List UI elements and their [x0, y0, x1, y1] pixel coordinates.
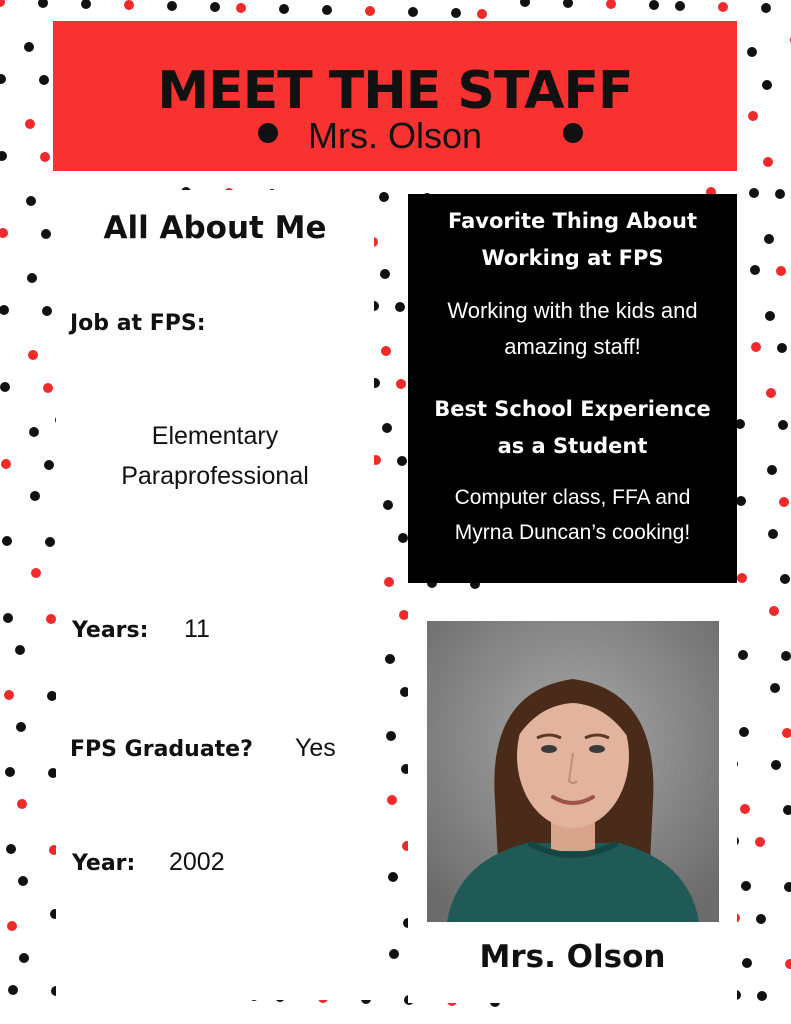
- polka-dot: [386, 731, 396, 741]
- polka-dot: [776, 266, 786, 276]
- polka-dot: [777, 343, 787, 353]
- polka-dot: [29, 427, 39, 437]
- polka-dot: [606, 0, 616, 9]
- polka-dot: [770, 683, 780, 693]
- polka-dot: [16, 722, 26, 732]
- polka-dot: [775, 189, 785, 199]
- polka-dot: [763, 157, 773, 167]
- polka-dot: [782, 728, 791, 738]
- polka-dot: [0, 74, 6, 84]
- polka-dot: [210, 2, 220, 12]
- polka-dot: [7, 921, 17, 931]
- polka-dot: [750, 265, 760, 275]
- polka-dot: [167, 1, 177, 11]
- polka-dot: [8, 985, 18, 995]
- polka-dot: [236, 3, 246, 13]
- polka-dot: [520, 0, 530, 7]
- polka-dot: [396, 379, 406, 389]
- experience-text: [408, 480, 737, 550]
- page-title: MEET THE STAFF: [157, 61, 633, 121]
- polka-dot: [3, 613, 13, 623]
- polka-dot: [762, 80, 772, 90]
- experience-heading-line: Best School Experience: [434, 397, 711, 421]
- polka-dot: [389, 949, 399, 959]
- polka-dot: [764, 234, 774, 244]
- polka-dot: [765, 311, 775, 321]
- polka-dot: [780, 574, 790, 584]
- polka-dot: [779, 497, 789, 507]
- polka-dot: [675, 1, 685, 11]
- polka-dot: [0, 151, 7, 161]
- polka-dot: [385, 654, 395, 664]
- polka-dot: [27, 273, 37, 283]
- polka-dot: [757, 991, 767, 1001]
- experience-text-line: Computer class, FFA and: [454, 486, 691, 509]
- polka-dot: [739, 727, 749, 737]
- polka-dot: [742, 958, 752, 968]
- polka-dot: [718, 2, 728, 12]
- polka-dot: [748, 111, 758, 121]
- polka-dot: [741, 881, 751, 891]
- favorite-heading-line: Favorite Thing About: [447, 209, 698, 233]
- polka-dot: [379, 192, 389, 202]
- favorite-heading: [408, 203, 737, 277]
- polka-dot: [738, 650, 748, 660]
- polka-dot: [28, 350, 38, 360]
- polka-dot: [649, 0, 659, 10]
- polka-dot: [46, 614, 56, 624]
- polka-dot: [6, 844, 16, 854]
- polka-dot: [755, 837, 765, 847]
- polka-dot: [783, 805, 791, 815]
- polka-dot: [767, 465, 777, 475]
- favorite-text-line: Working with the kids and: [447, 298, 698, 323]
- polka-dot: [5, 767, 15, 777]
- polka-dot: [322, 5, 332, 15]
- polka-dot: [749, 188, 759, 198]
- favorites-box: [408, 194, 737, 583]
- polka-dot: [44, 460, 54, 470]
- polka-dot: [30, 491, 40, 501]
- polka-dot: [451, 8, 461, 18]
- years-value: 11: [184, 615, 210, 643]
- polka-dot: [383, 500, 393, 510]
- polka-dot: [769, 606, 779, 616]
- polka-dot: [740, 804, 750, 814]
- polka-dot: [365, 6, 375, 16]
- job-value-line: Elementary: [151, 422, 279, 450]
- polka-dot: [477, 9, 487, 19]
- polka-dot: [388, 872, 398, 882]
- photo-panel: [408, 603, 737, 1003]
- bullet-icon: [563, 123, 583, 143]
- polka-dot: [778, 420, 788, 430]
- polka-dot: [45, 537, 55, 547]
- polka-dot: [747, 47, 757, 57]
- years-label: Years:: [72, 618, 149, 643]
- polka-dot: [387, 795, 397, 805]
- polka-dot: [381, 346, 391, 356]
- polka-dot: [771, 760, 781, 770]
- polka-dot: [19, 953, 29, 963]
- polka-dot: [4, 690, 14, 700]
- polka-dot: [15, 645, 25, 655]
- polka-dot: [31, 568, 41, 578]
- graduate-label: FPS Graduate?: [70, 737, 253, 762]
- polka-dot: [40, 152, 50, 162]
- polka-dot: [384, 577, 394, 587]
- about-heading: All About Me: [103, 210, 327, 246]
- polka-dot: [124, 0, 134, 10]
- polka-dot: [81, 0, 91, 9]
- header-banner: [53, 21, 737, 171]
- polka-dot: [17, 799, 27, 809]
- year-label: Year:: [72, 851, 136, 876]
- polka-dot: [1, 459, 11, 469]
- about-panel: [56, 190, 374, 1000]
- polka-dot: [563, 0, 573, 8]
- polka-dot: [0, 382, 10, 392]
- polka-dot: [397, 456, 407, 466]
- polka-dot: [781, 651, 791, 661]
- portrait-illustration: [427, 621, 719, 922]
- polka-dot: [18, 876, 28, 886]
- polka-dot: [761, 3, 771, 13]
- experience-heading-line: as a Student: [497, 434, 648, 458]
- polka-dot: [0, 305, 9, 315]
- polka-dot: [43, 383, 53, 393]
- polka-dot: [26, 196, 36, 206]
- graduate-value: Yes: [295, 734, 336, 762]
- experience-text-line: Myrna Duncan’s cooking!: [454, 521, 691, 544]
- polka-dot: [42, 306, 52, 316]
- polka-dot: [24, 42, 34, 52]
- job-label: Job at FPS:: [70, 311, 206, 336]
- staff-photo: [427, 621, 719, 922]
- polka-dot: [395, 302, 405, 312]
- polka-dot: [766, 388, 776, 398]
- polka-dot: [737, 573, 747, 583]
- job-value-line: Paraprofessional: [121, 462, 309, 490]
- polka-dot: [398, 533, 408, 543]
- job-value: [56, 416, 374, 496]
- polka-dot: [38, 0, 48, 8]
- polka-dot: [2, 536, 12, 546]
- polka-dot: [39, 75, 49, 85]
- polka-dot: [785, 959, 791, 969]
- year-value: 2002: [169, 848, 225, 876]
- polka-dot: [382, 423, 392, 433]
- polka-dot: [0, 0, 5, 7]
- polka-dot: [768, 529, 778, 539]
- polka-dot: [279, 4, 289, 14]
- polka-dot: [25, 119, 35, 129]
- polka-dot: [41, 229, 51, 239]
- photo-caption: Mrs. Olson: [479, 939, 666, 975]
- polka-dot: [0, 228, 8, 238]
- staff-name: Mrs. Olson: [307, 115, 483, 156]
- polka-dot: [408, 7, 418, 17]
- polka-dot: [751, 342, 761, 352]
- polka-dot: [756, 914, 766, 924]
- polka-dot: [736, 496, 746, 506]
- favorite-heading-line: Working at FPS: [481, 246, 664, 270]
- favorite-text: [408, 293, 737, 365]
- experience-heading: [408, 391, 737, 465]
- polka-dot: [380, 269, 390, 279]
- polka-dot: [784, 882, 791, 892]
- favorite-text-line: amazing staff!: [504, 334, 641, 359]
